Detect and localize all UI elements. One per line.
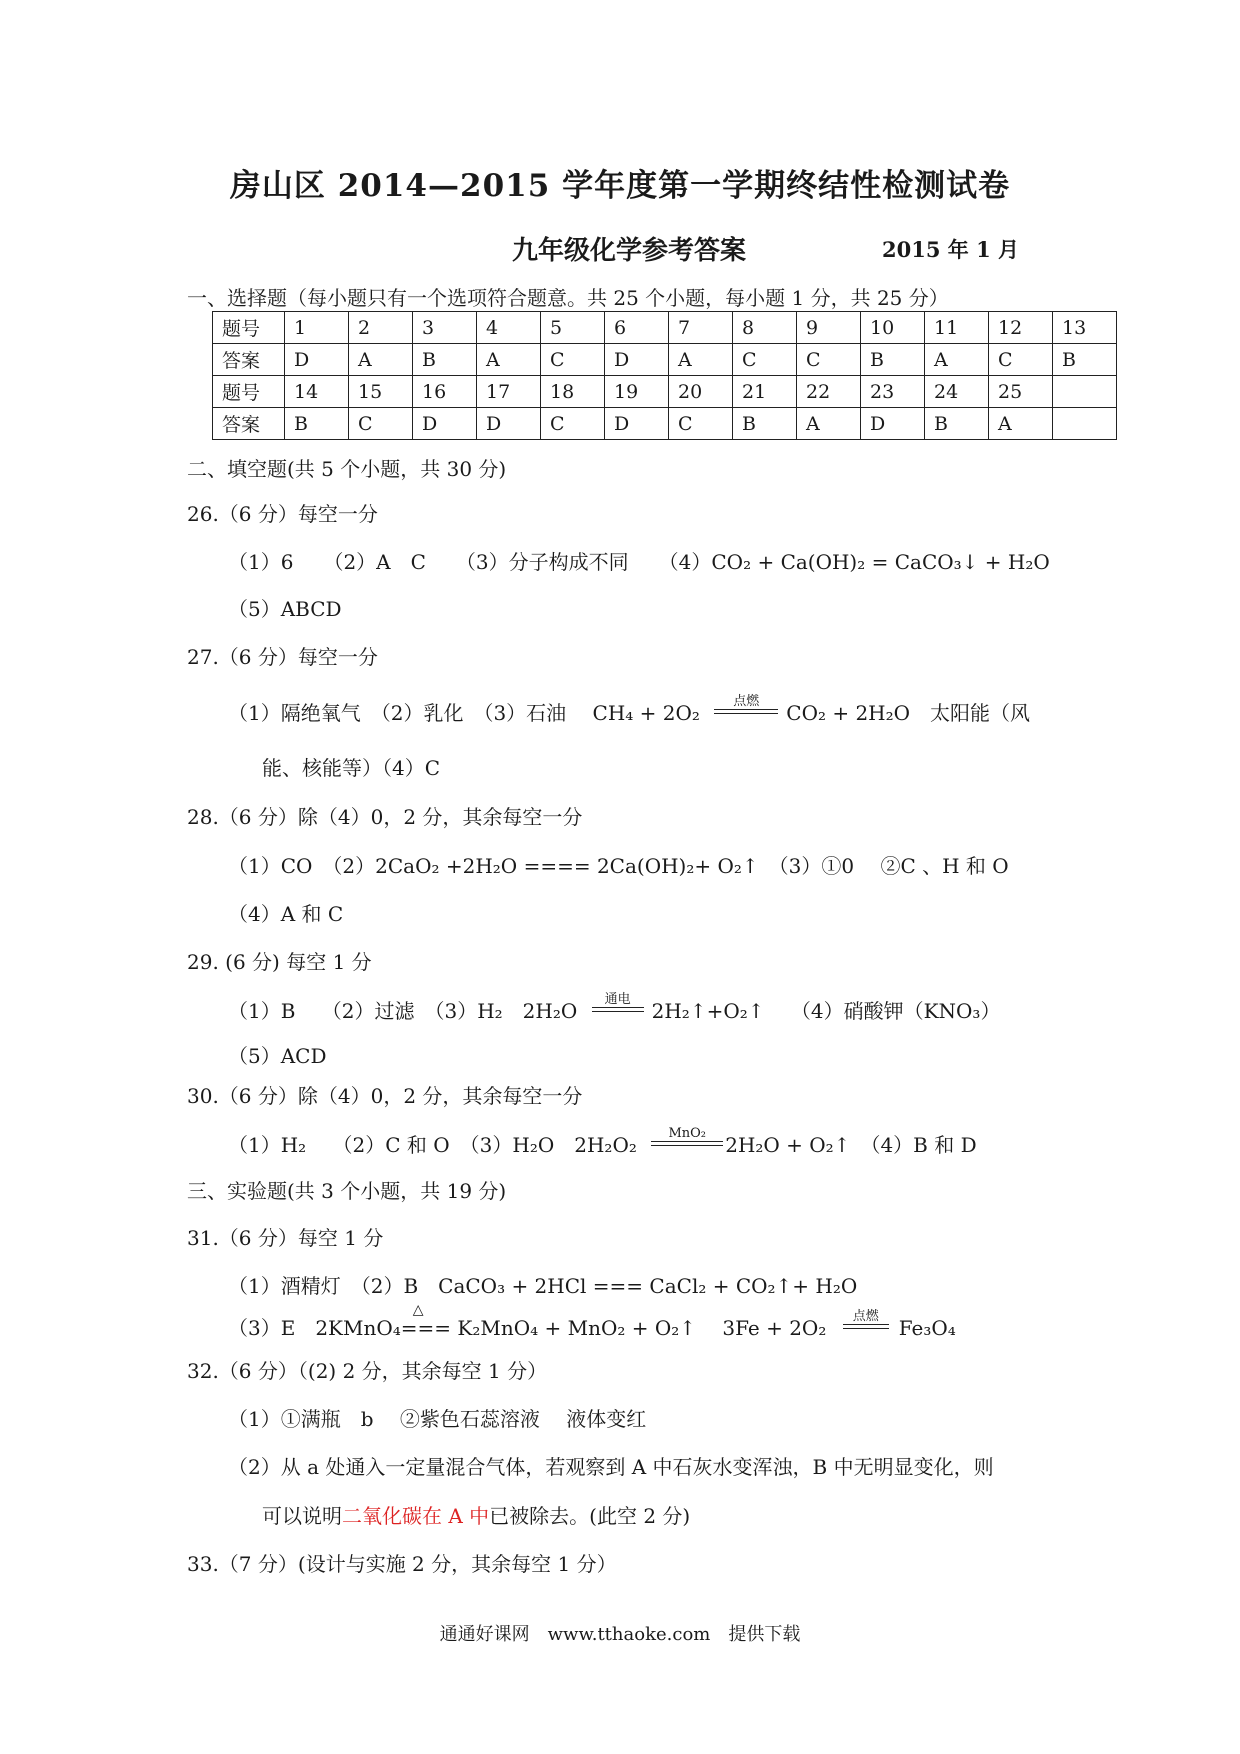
q32-line1: （1）①满瓶 b ②紫色石蕊溶液 液体变红 [228,1407,647,1431]
table-cell: A [477,344,541,376]
table-cell [1053,376,1117,408]
table-row [213,376,1117,408]
table-cell: 1 [285,312,349,344]
table-cell: 9 [797,312,861,344]
table-cell: B [1053,344,1117,376]
table-cell: 16 [413,376,477,408]
table-cell: B [285,408,349,440]
table-cell: C [541,344,605,376]
q29-line1 [228,992,1001,1024]
table-cell: 25 [989,376,1053,408]
q28-line2: （4）A 和 C [228,902,344,926]
table-cell: C [797,344,861,376]
q28-line1: （1）CO （2）2CaO₂ +2H₂O ==== 2Ca(OH)₂+ O₂↑ （3）①0 ②C 、H 和 O [228,854,1009,878]
table-cell: C [669,408,733,440]
table-cell: 24 [925,376,989,408]
q29-heading: 29. (6 分) 每空 1 分 [187,950,372,974]
q27-line2: 能、核能等）（4）C [262,756,441,780]
table-cell: B [413,344,477,376]
highlighted-answer: 二氧化碳在 A 中 [342,1504,490,1528]
table-cell: 8 [733,312,797,344]
q32-line3-text: 可以说明 [262,1504,342,1528]
table-cell: 19 [605,376,669,408]
q26-equation: CO₂ + Ca(OH)₂ = CaCO₃↓ + H₂O [711,550,1050,574]
document-title: 房山区 2014—2015 学年度第一学期终结性检测试卷 [229,168,1011,204]
table-cell: 11 [925,312,989,344]
row-label: 答案 [213,408,285,440]
table-cell: C [541,408,605,440]
q27-line1-text2: CO₂ + 2H₂O 太阳能（风 [786,701,1031,725]
q26-line1-text: （1）6 （2）A C （3）分子构成不同 （4） [228,550,712,574]
condition-label: 通电 [604,992,631,1007]
document-date: 2015 年 1 月 [882,237,1019,262]
q27-line1 [228,694,1031,726]
q31-heading: 31.（6 分）每空 1 分 [187,1226,384,1250]
table-cell: 20 [669,376,733,408]
table-cell: D [413,408,477,440]
table-cell: 13 [1053,312,1117,344]
row-label: 题号 [213,312,285,344]
q30-line1-text: （1）H₂ （2）C 和 O （3）H₂O 2H₂O₂ [228,1133,637,1157]
table-cell: D [605,344,669,376]
table-cell: 3 [413,312,477,344]
q31-line2-text3: Fe₃O₄ [898,1316,956,1340]
table-cell: B [861,344,925,376]
q33-heading: 33.（7 分）(设计与实施 2 分，其余每空 1 分） [187,1552,617,1576]
q26-heading: 26.（6 分）每空一分 [187,502,378,526]
table-cell: A [669,344,733,376]
table-cell: A [925,344,989,376]
q30-line1-text2: 2H₂O + O₂↑ （4）B 和 D [725,1133,977,1157]
table-cell: 14 [285,376,349,408]
q31-line2 [228,1302,956,1341]
heat-symbol: △ [412,1302,424,1318]
document-subtitle: 九年级化学参考答案 [512,236,747,266]
row-label: 题号 [213,376,285,408]
q32-line2: （2）从 a 处通入一定量混合气体，若观察到 A 中石灰水变浑浊，B 中无明显变化，则 [228,1455,994,1479]
table-cell: C [733,344,797,376]
table-cell: 17 [477,376,541,408]
section2-heading: 二、填空题(共 5 个小题，共 30 分) [187,457,507,481]
answer-table [212,311,1117,440]
q29-line1-text: （1）B （2）过滤 （3）H₂ 2H₂O [228,999,578,1023]
table-cell: 12 [989,312,1053,344]
q32-line3-text2: 已被除去。(此空 2 分) [489,1504,691,1528]
reaction-condition [651,1127,723,1146]
table-cell: B [733,408,797,440]
q29-line2: （5）ACD [228,1044,327,1068]
table-row [213,408,1117,440]
reaction-condition [714,695,778,714]
table-cell: A [349,344,413,376]
q29-line1-text2: 2H₂↑+O₂↑ （4）硝酸钾（KNO₃） [651,999,1001,1023]
table-cell: B [925,408,989,440]
table-cell: A [989,408,1053,440]
q31-line2-text: （3）E 2KMnO₄ [228,1316,401,1340]
condition-label: 点燃 [733,694,760,709]
table-cell: D [861,408,925,440]
q31-line2-text2: === K₂MnO₄ + MnO₂ + O₂↑ 3Fe + 2O₂ [400,1316,827,1340]
table-cell [1053,408,1117,440]
section3-heading: 三、实验题(共 3 个小题，共 19 分) [187,1179,507,1203]
condition-label: 点燃 [852,1309,879,1324]
table-cell: A [797,408,861,440]
page-footer: 通通好课网 www.tthaoke.com 提供下载 [439,1624,801,1645]
condition-label: MnO₂ [668,1126,706,1141]
q28-heading: 28.（6 分）除（4）0，2 分，其余每空一分 [187,805,583,829]
q27-heading: 27.（6 分）每空一分 [187,645,378,669]
reaction-condition [592,993,644,1012]
table-cell: 10 [861,312,925,344]
q32-line3 [262,1500,690,1529]
table-cell: 7 [669,312,733,344]
q30-line1 [228,1126,977,1158]
table-cell: C [989,344,1053,376]
table-cell: C [349,408,413,440]
q26-line2: （5）ABCD [228,597,342,621]
table-cell: D [477,408,541,440]
q30-heading: 30.（6 分）除（4）0，2 分，其余每空一分 [187,1084,583,1108]
reaction-condition [843,1310,889,1329]
table-cell: D [605,408,669,440]
table-cell: 4 [477,312,541,344]
table-cell: 5 [541,312,605,344]
section1-heading: 一、选择题（每小题只有一个选项符合题意。共 25 个小题，每小题 1 分，共 25 分） [187,286,949,310]
table-cell: 21 [733,376,797,408]
table-row [213,344,1117,376]
q26-line1 [228,546,1050,575]
table-cell: 22 [797,376,861,408]
q27-line1-text: （1）隔绝氧气 （2）乳化 （3）石油 CH₄ + 2O₂ [228,701,700,725]
table-cell: 23 [861,376,925,408]
table-row [213,312,1117,344]
table-cell: 18 [541,376,605,408]
table-cell: 2 [349,312,413,344]
table-cell: 6 [605,312,669,344]
q32-heading: 32.（6 分）（(2) 2 分，其余每空 1 分） [187,1359,548,1383]
table-cell: D [285,344,349,376]
row-label: 答案 [213,344,285,376]
q31-line1: （1）酒精灯 （2）B CaCO₃ + 2HCl === CaCl₂ + CO₂↑+ H₂O [228,1274,858,1298]
table-cell: 15 [349,376,413,408]
